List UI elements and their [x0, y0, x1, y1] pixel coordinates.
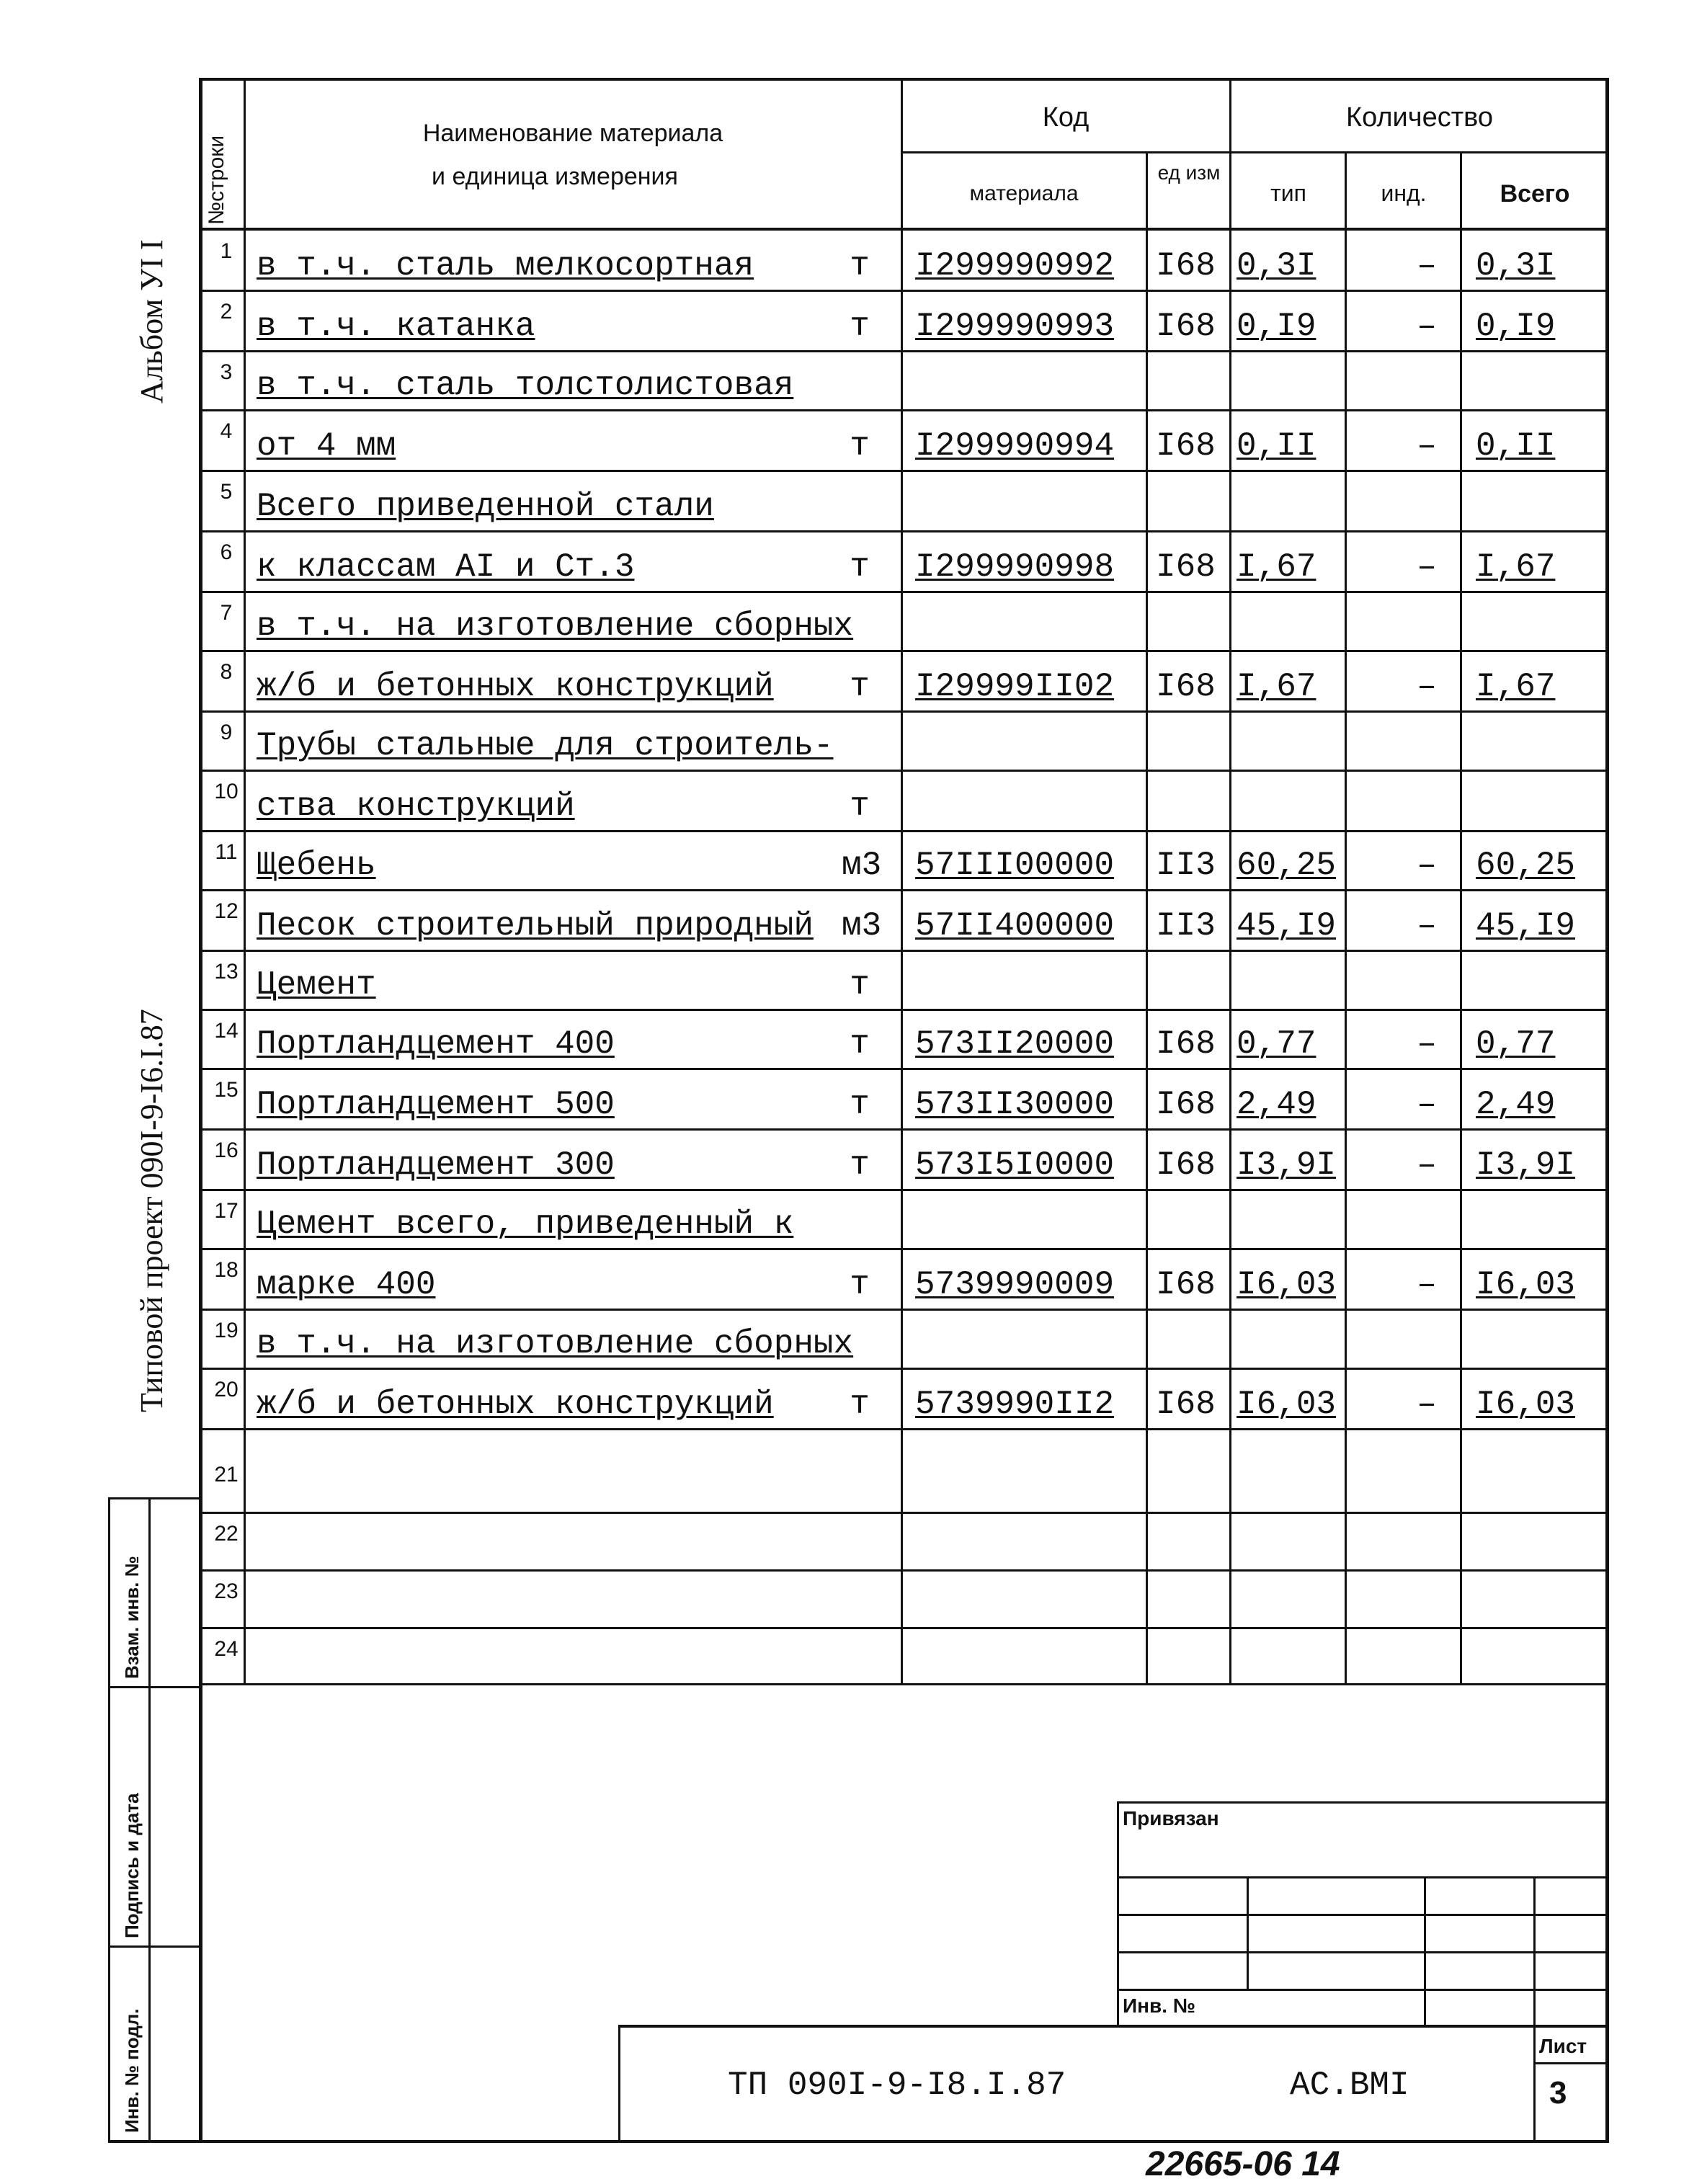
row-name: марке 400: [257, 1266, 436, 1303]
album-label: Альбом УI I: [134, 239, 169, 404]
header-bottom-line: [199, 228, 1609, 231]
row-number: 7: [220, 601, 233, 625]
row-separator: [199, 1128, 1609, 1131]
row-qty-type: 60,25: [1237, 847, 1337, 884]
header-type: тип: [1270, 180, 1306, 206]
row-unit: т: [850, 548, 870, 586]
row-unit: т: [850, 308, 870, 345]
row-qty-type: 0,3I: [1237, 247, 1316, 285]
row-separator: [199, 1512, 1609, 1514]
col-line-ed: [1146, 151, 1148, 1685]
row-separator: [199, 1683, 1609, 1685]
tb-sheet-no: 3: [1549, 2075, 1567, 2111]
row-separator: [199, 1309, 1609, 1311]
row-qty-ind: –: [1417, 1146, 1437, 1184]
row-separator: [199, 1248, 1609, 1250]
header-total: Всего: [1500, 180, 1570, 208]
tb-col-3: [1533, 1876, 1536, 2140]
row-unit-code: I68: [1156, 1025, 1216, 1063]
row-unit: т: [850, 1386, 870, 1423]
row-name: ж/б и бетонных конструкций: [257, 668, 774, 705]
row-qty-ind: –: [1417, 308, 1437, 345]
row-qty-total: 0,II: [1476, 427, 1556, 465]
row-unit: т: [850, 1146, 870, 1184]
row-unit: т: [850, 966, 870, 1004]
row-unit-code: II3: [1156, 847, 1216, 884]
row-separator: [199, 591, 1609, 593]
row-qty-type: I,67: [1237, 668, 1316, 705]
row-unit-code: I68: [1156, 1146, 1216, 1184]
row-number: 14: [214, 1019, 239, 1043]
stamp-line-2: [108, 1945, 202, 1948]
row-name: в т.ч. на изготовление сборных: [257, 607, 854, 645]
header-code: Код: [1042, 102, 1090, 133]
col-line-ind: [1345, 151, 1347, 1685]
stamp-label-vzam: Взам. инв. №: [121, 1556, 143, 1679]
row-separator: [199, 1569, 1609, 1572]
header-unit-meas: ед изм: [1157, 161, 1221, 184]
tb-sheet-line: [1533, 2062, 1608, 2064]
row-number: 4: [220, 419, 233, 443]
row-number: 16: [214, 1138, 239, 1162]
row-number: 1: [220, 239, 233, 263]
row-unit: м3: [842, 847, 882, 884]
row-qty-total: I6,03: [1476, 1386, 1576, 1423]
row-code: 57II400000: [915, 907, 1115, 945]
row-separator: [199, 950, 1609, 952]
row-name: в т.ч. сталь мелкосортная: [257, 247, 754, 285]
row-qty-type: I6,03: [1237, 1386, 1337, 1423]
row-separator: [199, 1068, 1609, 1070]
row-number: 23: [214, 1579, 239, 1603]
row-name: Портландцемент 300: [257, 1146, 615, 1184]
row-code: I299990998: [915, 548, 1115, 586]
row-separator: [199, 1627, 1609, 1629]
row-qty-total: 0,3I: [1476, 247, 1556, 285]
row-qty-type: I,67: [1237, 548, 1316, 586]
row-unit-code: I68: [1156, 1386, 1216, 1423]
row-qty-ind: –: [1417, 1266, 1437, 1303]
header-quantity: Количество: [1345, 102, 1494, 133]
row-separator: [199, 530, 1609, 532]
header-row-no: №строки: [205, 135, 228, 225]
row-number: 21: [214, 1463, 239, 1487]
tb-main-left: [618, 2025, 620, 2140]
row-code: I299990993: [915, 308, 1115, 345]
row-name: в т.ч. сталь толстолистовая: [257, 367, 794, 404]
row-code: 573II20000: [915, 1025, 1115, 1063]
col-line-tip: [1229, 78, 1231, 1685]
row-name: Трубы стальные для строитель-: [257, 727, 834, 765]
row-qty-ind: –: [1417, 247, 1437, 285]
row-separator: [199, 1428, 1609, 1430]
header-name-line1: Наименование материала: [422, 120, 723, 147]
row-name: Щебень: [257, 847, 376, 884]
col-line-code: [901, 78, 903, 1685]
row-separator: [199, 710, 1609, 713]
row-qty-ind: –: [1417, 1086, 1437, 1123]
row-separator: [199, 1368, 1609, 1370]
row-name: Всего приведенной стали: [257, 488, 714, 525]
header-sub-line: [901, 151, 1607, 153]
tb-left-line: [1117, 1801, 1119, 2025]
header-ind: инд.: [1381, 180, 1427, 206]
row-qty-ind: –: [1417, 1025, 1437, 1063]
row-code: I29999II02: [915, 668, 1115, 705]
row-name: Портландцемент 400: [257, 1025, 615, 1063]
tb-col-1: [1247, 1876, 1249, 1989]
row-code: 57III00000: [915, 847, 1115, 884]
row-qty-total: 60,25: [1476, 847, 1576, 884]
row-name: ства конструкций: [257, 788, 575, 825]
tb-main-top: [618, 2025, 1609, 2028]
row-number: 5: [220, 480, 233, 504]
row-separator: [199, 889, 1609, 891]
row-qty-ind: –: [1417, 1386, 1437, 1423]
row-number: 17: [214, 1199, 239, 1223]
row-unit-code: I68: [1156, 427, 1216, 465]
tb-mark: АС.ВМI: [1290, 2067, 1409, 2104]
row-number: 9: [220, 721, 233, 744]
row-qty-total: I3,9I: [1476, 1146, 1576, 1184]
row-name: Цемент: [257, 966, 376, 1004]
row-separator: [199, 350, 1609, 352]
row-qty-type: 2,49: [1237, 1086, 1316, 1123]
row-code: I299990994: [915, 427, 1115, 465]
row-qty-total: I,67: [1476, 548, 1556, 586]
tb-inv-no: Инв. №: [1123, 1994, 1196, 2017]
row-number: 8: [220, 660, 233, 684]
row-number: 3: [220, 360, 233, 384]
row-qty-total: 0,77: [1476, 1025, 1556, 1063]
row-unit: т: [850, 1086, 870, 1123]
stamp-top-line: [108, 1497, 202, 1499]
tb-top-line: [1117, 1801, 1607, 1804]
row-name: Портландцемент 500: [257, 1086, 615, 1123]
tb-privyazan: Привязан: [1123, 1807, 1219, 1829]
row-qty-total: 2,49: [1476, 1086, 1556, 1123]
row-qty-total: 0,I9: [1476, 308, 1556, 345]
row-qty-ind: –: [1417, 907, 1437, 945]
row-code: 5739990009: [915, 1266, 1115, 1303]
row-unit-code: I68: [1156, 1086, 1216, 1123]
tb-doc-code: ТП 090I-9-I8.I.87: [728, 2067, 1066, 2104]
row-qty-type: 0,I9: [1237, 308, 1316, 345]
row-qty-ind: –: [1417, 548, 1437, 586]
row-code: I299990992: [915, 247, 1115, 285]
row-qty-type: 0,77: [1237, 1025, 1316, 1063]
row-code: 5739990II2: [915, 1386, 1115, 1423]
row-name: Цемент всего, приведенный к: [257, 1205, 794, 1243]
row-unit: т: [850, 1025, 870, 1063]
header-name-line2: и единица измерения: [432, 163, 678, 190]
row-qty-total: I6,03: [1476, 1266, 1576, 1303]
row-number: 20: [214, 1378, 239, 1401]
frame-left-border: [199, 78, 202, 2143]
row-unit-code: I68: [1156, 548, 1216, 586]
row-qty-ind: –: [1417, 847, 1437, 884]
row-separator: [199, 290, 1609, 292]
row-qty-type: 0,II: [1237, 427, 1316, 465]
frame-bottom-border: [108, 2140, 1609, 2143]
row-name: к классам AI и Ст.3: [257, 548, 635, 586]
row-number: 15: [214, 1078, 239, 1102]
tb-col-2: [1424, 1876, 1426, 2028]
stamp-label-inv-podl: Инв. № подл.: [121, 2008, 143, 2133]
footer-number: 22665-06 14: [1146, 2145, 1340, 2183]
stamp-divider: [148, 1497, 151, 2143]
row-code: 573II30000: [915, 1086, 1115, 1123]
row-number: 19: [214, 1319, 239, 1342]
row-unit: т: [850, 427, 870, 465]
stamp-label-podpis: Подпись и дата: [121, 1793, 143, 1938]
row-qty-ind: –: [1417, 427, 1437, 465]
row-unit-code: II3: [1156, 907, 1216, 945]
row-separator: [199, 409, 1609, 411]
row-unit-code: I68: [1156, 247, 1216, 285]
row-number: 12: [214, 899, 239, 923]
row-number: 13: [214, 960, 239, 984]
row-unit: т: [850, 788, 870, 825]
row-unit: т: [850, 1266, 870, 1303]
row-separator: [199, 1009, 1609, 1011]
row-separator: [199, 470, 1609, 472]
row-unit: т: [850, 668, 870, 705]
project-label: Типовой проект 090I-9-I6.I.87: [134, 1009, 169, 1412]
row-unit-code: I68: [1156, 1266, 1216, 1303]
row-code: 573I5I0000: [915, 1146, 1115, 1184]
row-name: от 4 мм: [257, 427, 396, 465]
row-number: 6: [220, 540, 233, 564]
row-unit-code: I68: [1156, 308, 1216, 345]
row-separator: [199, 830, 1609, 832]
row-number: 11: [215, 840, 238, 864]
row-number: 18: [214, 1258, 239, 1282]
row-name: в т.ч. катанка: [257, 308, 535, 345]
row-number: 22: [214, 1522, 239, 1546]
row-qty-type: I3,9I: [1237, 1146, 1337, 1184]
row-qty-total: 45,I9: [1476, 907, 1576, 945]
tb-sheet-label: Лист: [1539, 2035, 1587, 2057]
row-number: 24: [214, 1637, 239, 1661]
row-separator: [199, 1189, 1609, 1191]
row-unit: т: [850, 247, 870, 285]
row-unit: м3: [842, 907, 882, 945]
row-separator: [199, 770, 1609, 772]
row-qty-ind: –: [1417, 668, 1437, 705]
row-number: 2: [220, 300, 233, 324]
stamp-left-border: [108, 1497, 110, 2143]
row-name: Песок строительный природный: [257, 907, 814, 945]
row-name: в т.ч. на изготовление сборных: [257, 1325, 854, 1363]
stamp-line-1: [108, 1686, 202, 1688]
frame-top-border: [199, 78, 1609, 81]
row-name: ж/б и бетонных конструкций: [257, 1386, 774, 1423]
row-qty-type: I6,03: [1237, 1266, 1337, 1303]
row-unit-code: I68: [1156, 668, 1216, 705]
row-qty-type: 45,I9: [1237, 907, 1337, 945]
row-number: 10: [214, 780, 239, 803]
frame-right-border: [1605, 78, 1609, 2143]
row-separator: [199, 650, 1609, 652]
row-qty-total: I,67: [1476, 668, 1556, 705]
header-material: материала: [969, 182, 1079, 205]
